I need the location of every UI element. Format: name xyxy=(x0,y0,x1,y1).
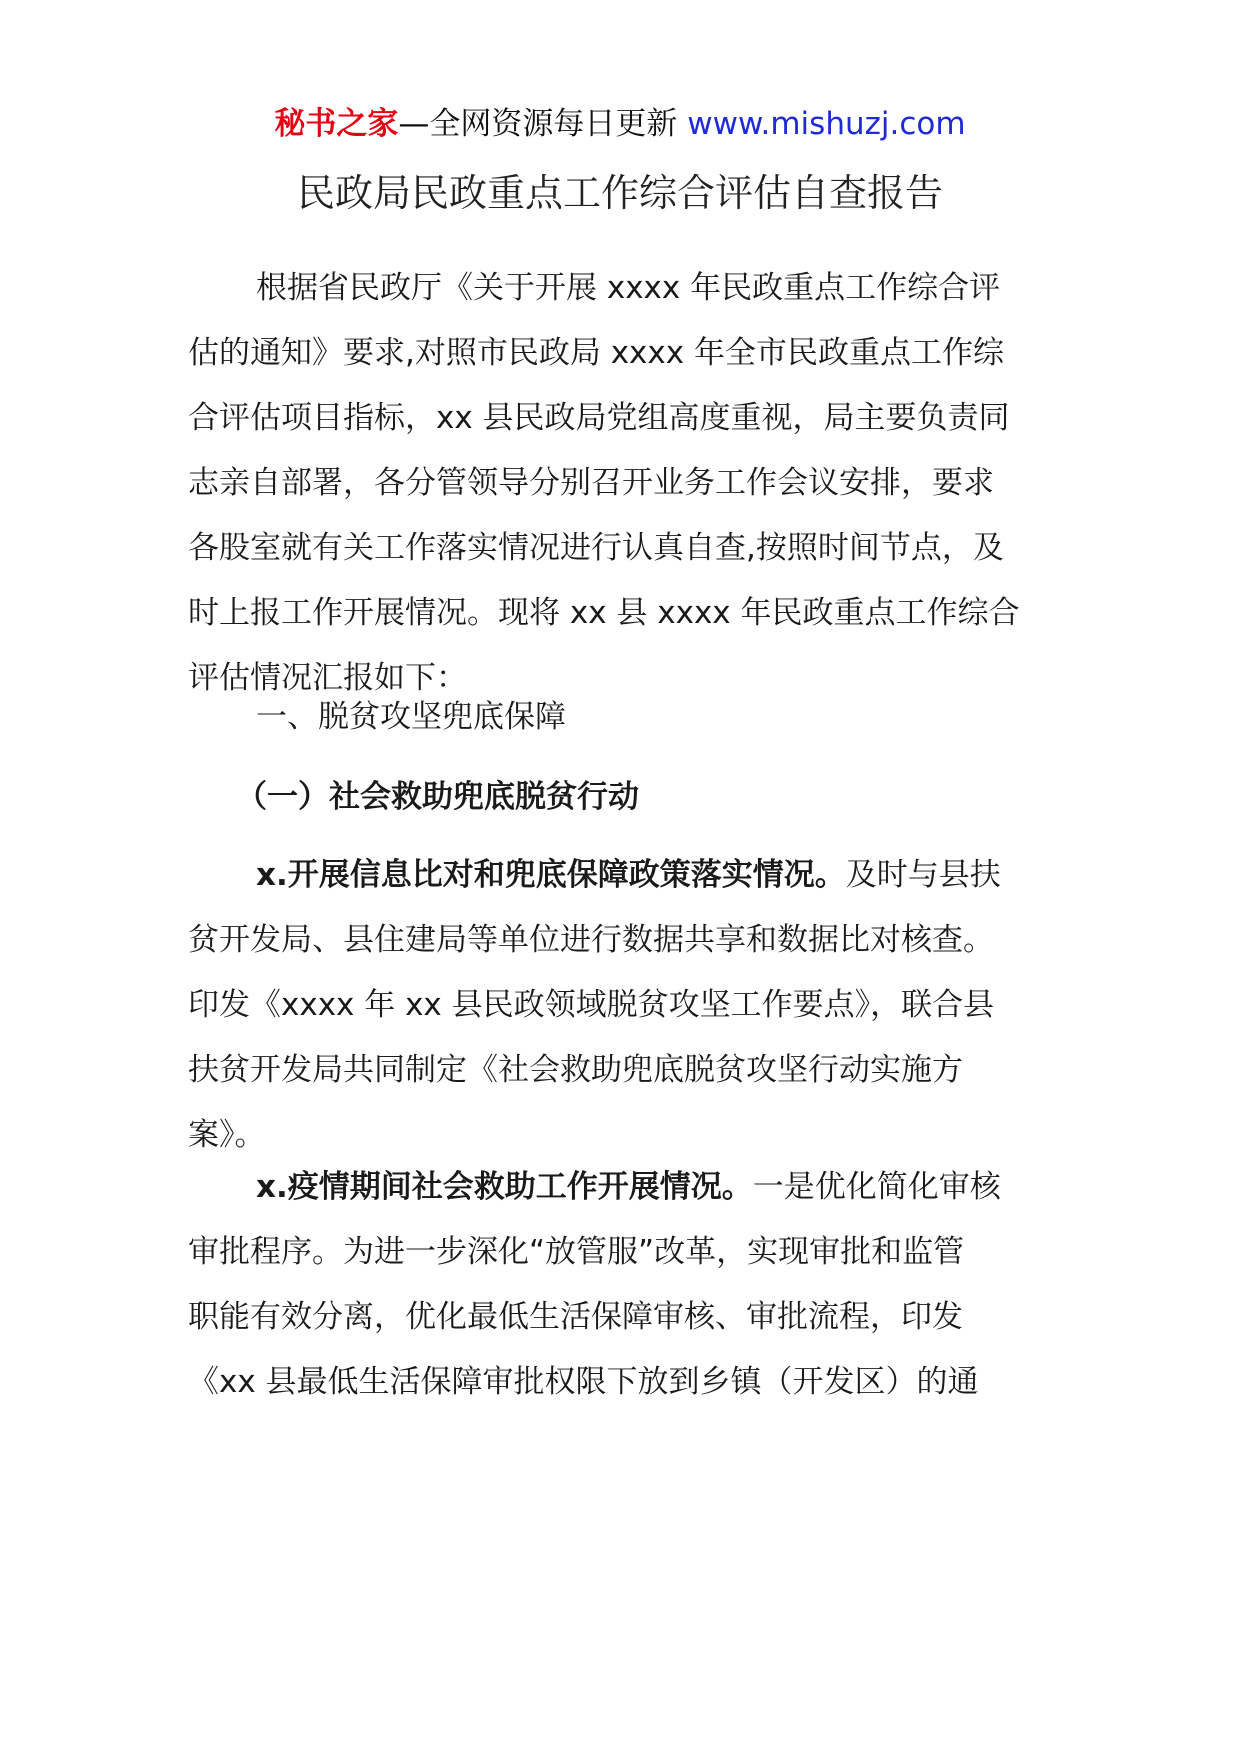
item-1-first-line xyxy=(188,843,1048,908)
item-2-line: 《xx 县最低生活保障审批权限下放到乡镇（开发区）的通 xyxy=(188,1364,979,1400)
intro-paragraph xyxy=(188,256,1048,711)
item-2-line: 职能有效分离，优化最低生活保障审核、审批流程，印发 xyxy=(188,1299,963,1335)
intro-line: 根据省民政厅《关于开展 xxxx 年民政重点工作综合评 xyxy=(256,270,1001,306)
document-title: 民政局民政重点工作综合评估自查报告 xyxy=(296,171,943,215)
brand-name: 秘书之家 xyxy=(274,106,399,142)
item-1-heading: x.开展信息比对和兜底保障政策落实情况。 xyxy=(256,857,846,893)
item-1-text: 及时与县扶 xyxy=(845,857,1001,893)
item-2-first-line xyxy=(188,1155,1048,1220)
item-2-heading: x.疫情期间社会救助工作开展情况。 xyxy=(256,1169,753,1205)
site-header xyxy=(0,104,1240,144)
item-2-line: 审批程序。为进一步深化“放管服”改革，实现审批和监管 xyxy=(188,1234,965,1270)
item-2-text: 一是优化简化审核 xyxy=(752,1169,1001,1205)
intro-line: 各股室就有关工作落实情况进行认真自查,按照时间节点，及 xyxy=(188,530,1004,566)
item-1-paragraph xyxy=(188,843,1048,1168)
intro-line: 估的通知》要求,对照市民政局 xxxx 年全市民政重点工作综 xyxy=(188,335,1004,371)
intro-line: 志亲自部署，各分管领导分别召开业务工作会议安排，要求 xyxy=(188,465,994,501)
intro-line: 时上报工作开展情况。现将 xx 县 xxxx 年民政重点工作综合 xyxy=(188,595,1020,631)
section-heading: 一、脱贫攻坚兜底保障 xyxy=(256,699,566,735)
intro-line: 评估情况汇报如下： xyxy=(188,660,467,696)
item-1-line: 印发《xxxx 年 xx 县民政领域脱贫攻坚工作要点》，联合县 xyxy=(188,987,995,1023)
site-url-link[interactable]: www.mishuzj.com xyxy=(687,106,966,142)
item-1-line: 案》。 xyxy=(188,1117,266,1153)
item-2-paragraph xyxy=(188,1155,1048,1415)
header-slogan: —全网资源每日更新 xyxy=(398,106,688,142)
item-1-line: 贫开发局、县住建局等单位进行数据共享和数据比对核查。 xyxy=(188,922,994,958)
intro-line: 合评估项目指标，xx 县民政局党组高度重视，局主要负责同 xyxy=(188,400,1010,436)
item-1-line: 扶贫开发局共同制定《社会救助兜底脱贫攻坚行动实施方 xyxy=(188,1052,963,1088)
subsection-heading: （一）社会救助兜底脱贫行动 xyxy=(236,779,639,815)
